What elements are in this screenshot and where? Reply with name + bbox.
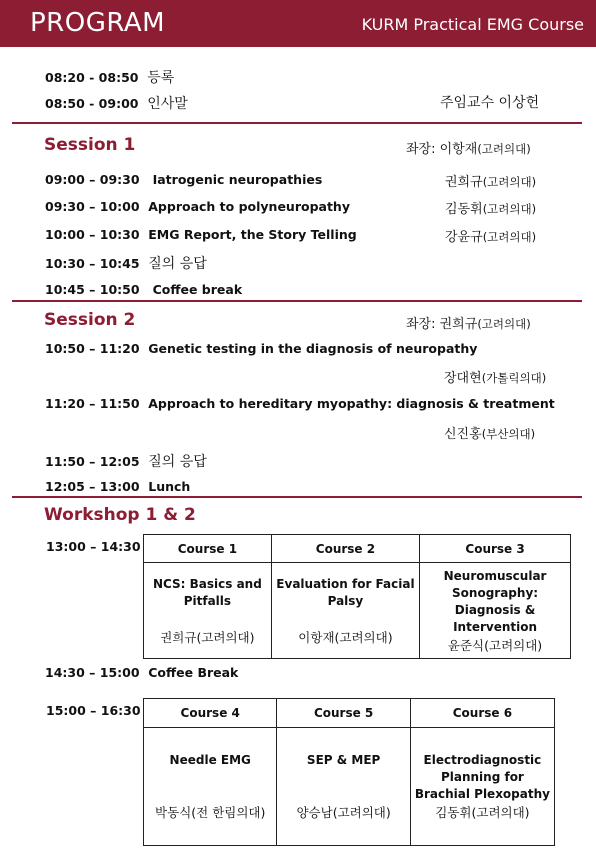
course-header: Course 5 — [277, 699, 410, 728]
schedule-row: 08:20 - 08:50 등록 — [45, 70, 175, 86]
schedule-row: 10:00 – 10:30 EMG Report, the Story Telling — [45, 227, 357, 242]
workshop-title: Workshop 1 & 2 — [44, 505, 196, 525]
course-header: Course 1 — [144, 535, 272, 563]
course-header: Course 3 — [420, 535, 571, 563]
speaker: 권희규(고려의대) — [445, 175, 537, 190]
course-cell: Neuromuscular Sonography: Diagnosis & Intervention 윤준식(고려의대) — [420, 563, 571, 659]
divider — [12, 496, 582, 498]
header-bar — [0, 0, 596, 47]
table-row — [144, 563, 571, 659]
workshop-time: 15:00 – 16:30 — [46, 703, 141, 718]
course-cell: NCS: Basics and Pitfalls 권희규(고려의대) — [144, 563, 272, 659]
workshop-table — [143, 534, 571, 659]
schedule-row: 10:30 – 10:45 질의 응답 — [45, 256, 207, 272]
session-chair: 좌장: 이항재(고려의대) — [406, 142, 531, 157]
session-chair: 좌장: 권희규(고려의대) — [406, 317, 531, 332]
speaker: 주임교수 이상헌 — [440, 95, 540, 111]
workshop-time: 13:00 – 14:30 — [46, 539, 141, 554]
speaker: 강윤규(고려의대) — [445, 230, 537, 245]
table-row — [144, 728, 555, 846]
schedule-row: 08:50 - 09:00 인사말 — [45, 96, 188, 112]
session-title: Session 1 — [44, 135, 136, 155]
course-cell: Evaluation for Facial Palsy 이항재(고려의대) — [271, 563, 419, 659]
schedule-row: 09:00 – 09:30 Iatrogenic neuropathies — [45, 172, 323, 187]
course-cell: SEP & MEP 양승남(고려의대) — [277, 728, 410, 846]
course-header: Course 4 — [144, 699, 277, 728]
course-header: Course 6 — [410, 699, 554, 728]
schedule-row: 10:50 – 11:20 Genetic testing in the diagnosis of neuropathy — [45, 341, 478, 356]
speaker: 김동휘(고려의대) — [445, 202, 537, 217]
page-title: PROGRAM — [30, 8, 166, 38]
schedule-row: 14:30 – 15:00 Coffee Break — [45, 665, 239, 680]
course-title: KURM Practical EMG Course — [361, 15, 584, 34]
schedule-row: 09:30 – 10:00 Approach to polyneuropathy — [45, 199, 350, 214]
schedule-row: 12:05 – 13:00 Lunch — [45, 479, 191, 494]
course-cell: Electrodiagnostic Planning for Brachial Plexopathy 김동휘(고려의대) — [410, 728, 554, 846]
table-header-row — [144, 699, 555, 728]
course-header: Course 2 — [271, 535, 419, 563]
speaker: 신진홍(부산의대) — [444, 427, 536, 442]
table-header-row — [144, 535, 571, 563]
divider — [12, 300, 582, 302]
schedule-row: 11:20 – 11:50 Approach to hereditary myopathy: diagnosis & treatment — [45, 396, 555, 411]
workshop-table — [143, 698, 555, 846]
session-title: Session 2 — [44, 310, 136, 330]
divider — [12, 122, 582, 124]
course-cell: Needle EMG 박동식(전 한림의대) — [144, 728, 277, 846]
schedule-row: 11:50 – 12:05 질의 응답 — [45, 454, 207, 470]
schedule-row: 10:45 – 10:50 Coffee break — [45, 282, 243, 297]
speaker: 장대현(가톨릭의대) — [444, 371, 547, 386]
